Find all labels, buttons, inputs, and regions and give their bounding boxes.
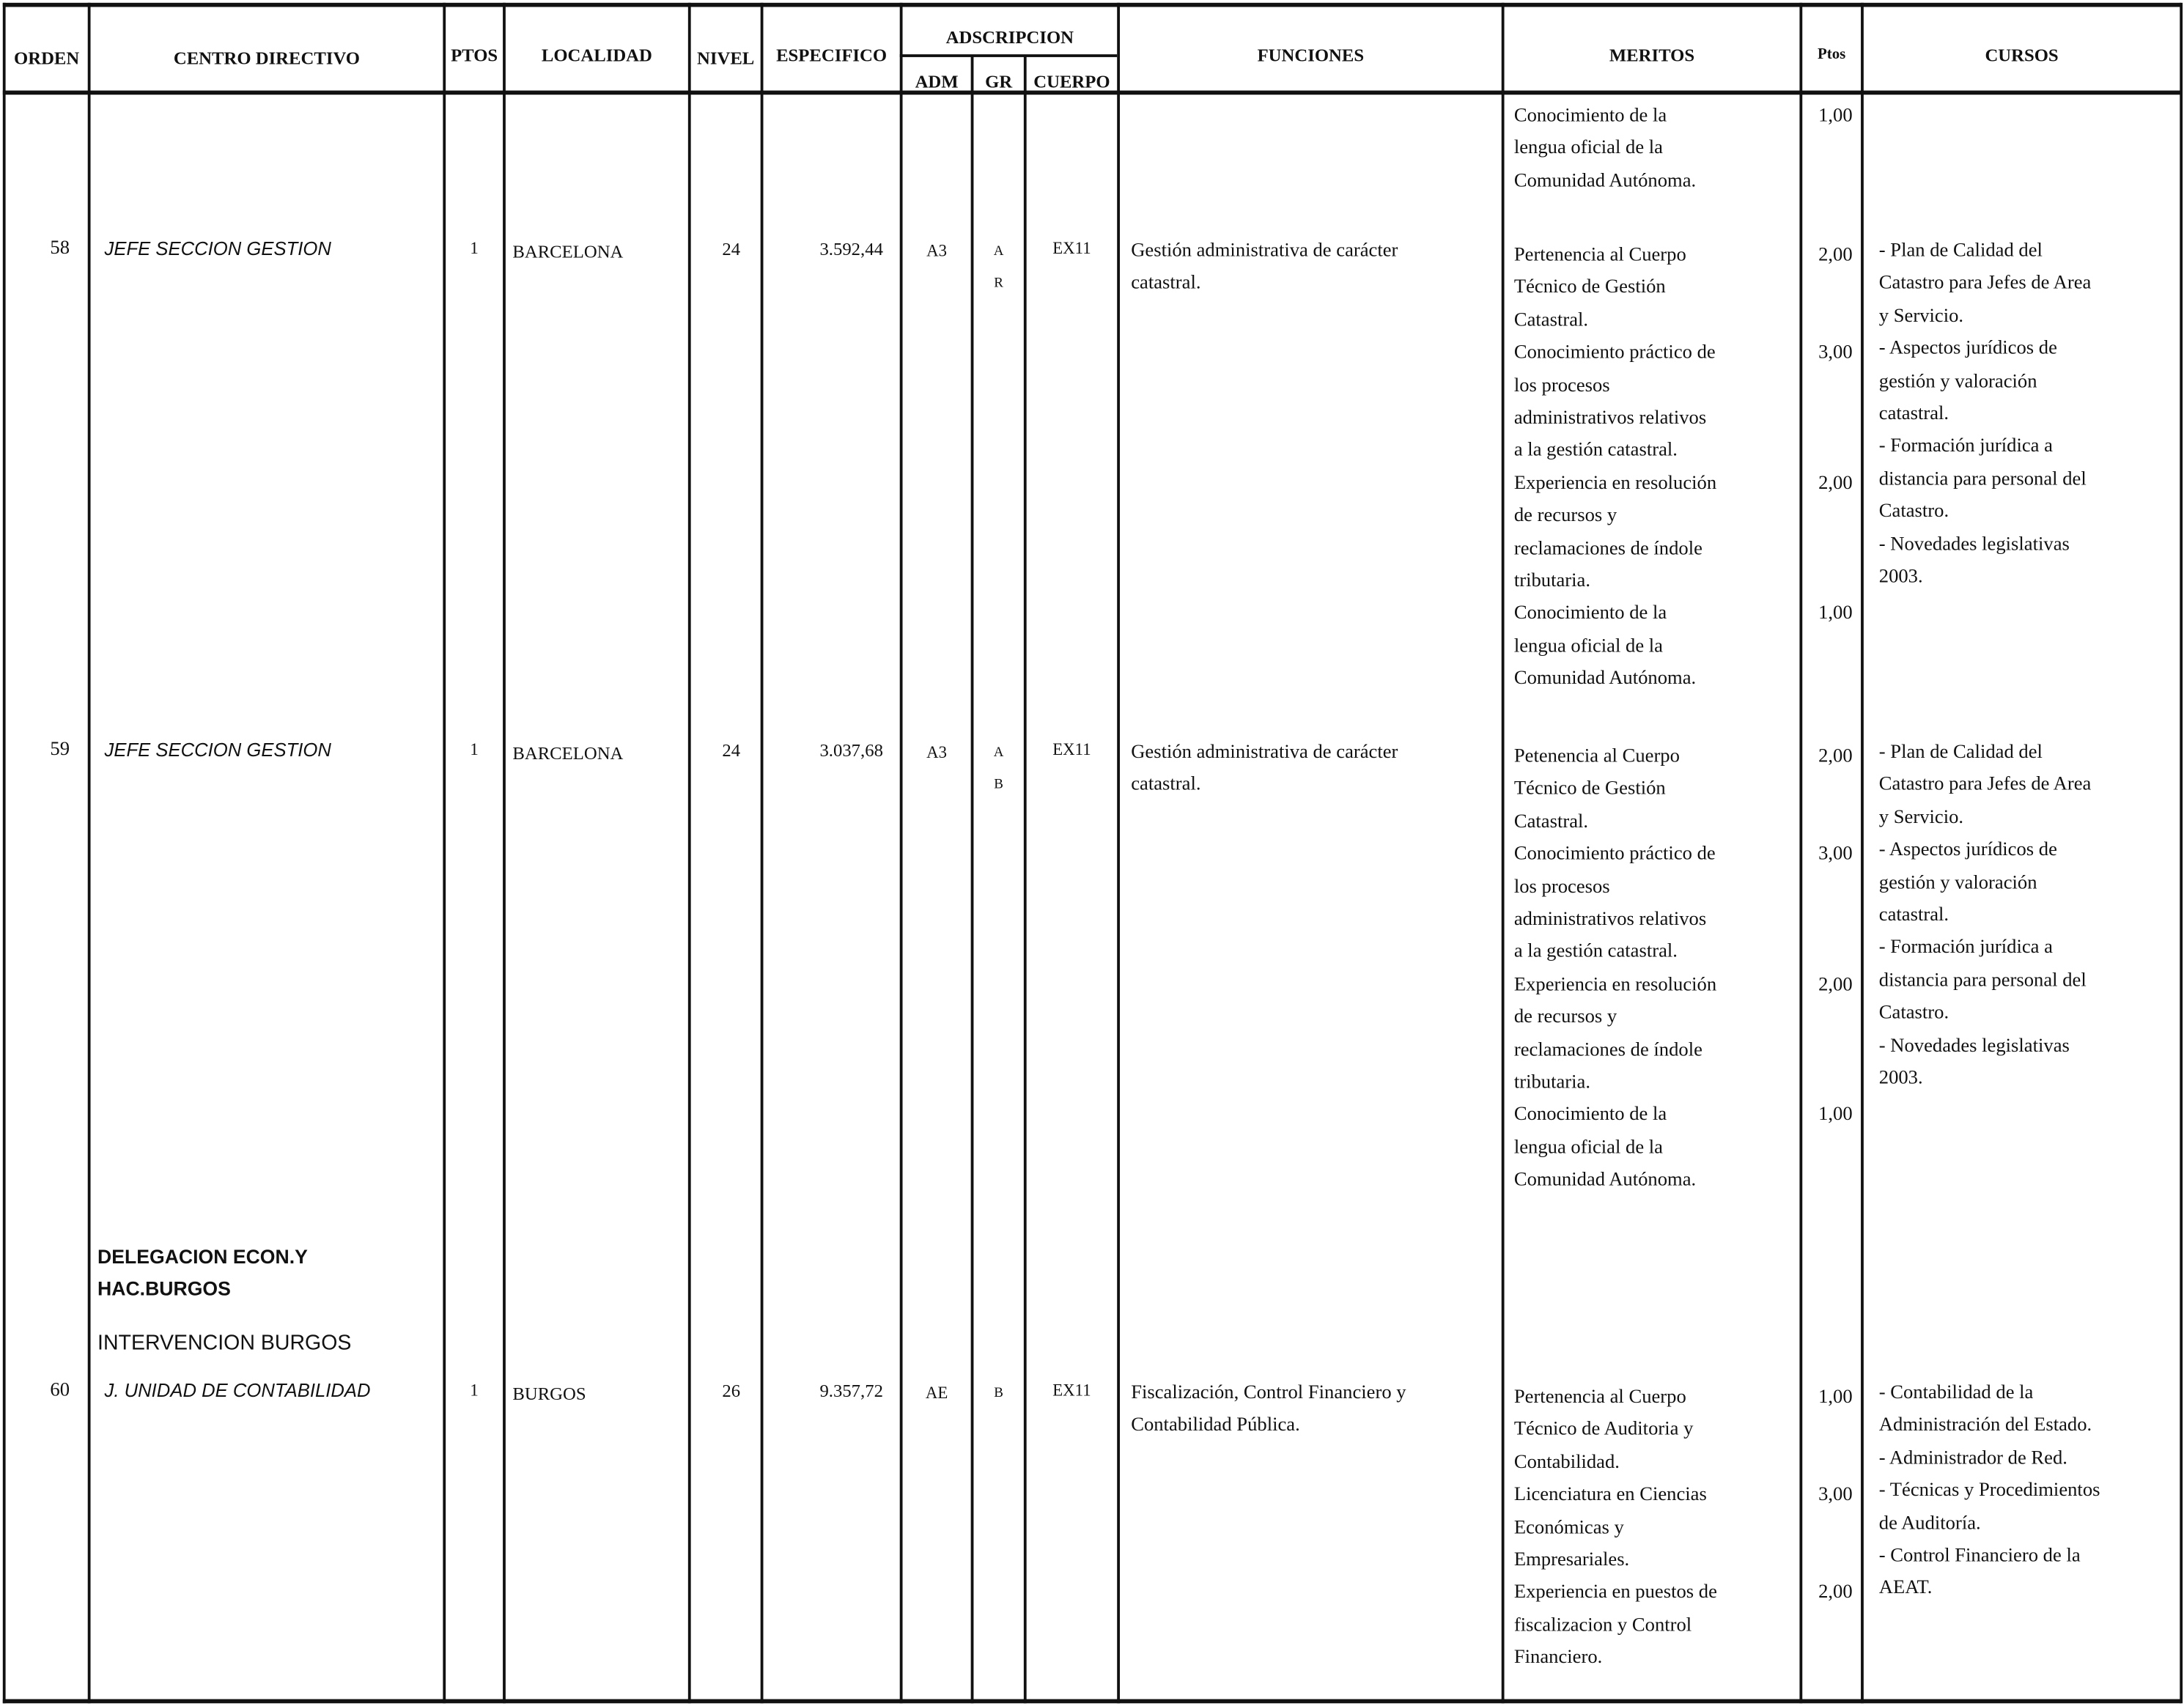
localidad-cell: BARCELONA	[512, 240, 624, 262]
curso-item: distancia para personal del	[1878, 469, 2087, 490]
curso-item: Catastro para Jefes de Area	[1878, 775, 2092, 796]
especifico-cell: 3.592,44	[819, 237, 883, 259]
cuerpo-cell: EX11	[1052, 237, 1091, 258]
header-centro-directivo: CENTRO DIRECTIVO	[173, 47, 361, 69]
merito-ptos: 2,00	[1818, 473, 1853, 495]
curso-item: - Técnicas y Procedimientos	[1878, 1480, 2100, 1502]
header-adscripcion: ADSCRIPCION	[945, 26, 1074, 48]
curso-item: - Formación jurídica a	[1878, 937, 2053, 959]
merito-text: Pertenencia al Cuerpo	[1513, 245, 1686, 266]
gr-cell: B	[994, 778, 1003, 794]
adscripcion-divider	[900, 54, 1117, 57]
merito-ptos: 3,00	[1818, 342, 1853, 364]
header-gr: GR	[985, 70, 1013, 92]
column-divider	[1861, 3, 1864, 1704]
funciones-text: Fiscalización, Control Financiero y	[1131, 1383, 1406, 1404]
merito-text: Catastral.	[1513, 310, 1589, 331]
orden-cell: 60	[50, 1380, 70, 1401]
adm-cell: A3	[926, 240, 948, 261]
curso-item: gestión y valoración	[1878, 872, 2037, 894]
merito-text: Comunidad Autónoma.	[1513, 1170, 1697, 1192]
curso-item: de Auditoría.	[1878, 1513, 1981, 1535]
gr-cell: A	[993, 745, 1004, 761]
curso-item: distancia para personal del	[1878, 970, 2087, 992]
merito-text: administrativos relativos	[1513, 909, 1707, 931]
merito-text: Conocimiento de la	[1513, 603, 1667, 625]
especifico-cell: 3.037,68	[819, 739, 883, 761]
merito-text: Conocimiento práctico de	[1513, 342, 1716, 364]
column-divider	[1024, 56, 1027, 1703]
section-unidad: INTERVENCION BURGOS	[97, 1331, 352, 1356]
merito-text: tributaria.	[1513, 1072, 1591, 1093]
merito-text: Catastral.	[1513, 811, 1589, 833]
merito-text: de recursos y	[1513, 506, 1617, 527]
section-delegacion-line2: HAC.BURGOS	[97, 1277, 231, 1300]
merito-text: administrativos relativos	[1513, 407, 1707, 429]
merito-text: Conocimiento práctico de	[1513, 844, 1716, 865]
curso-item: - Novedades legislativas	[1878, 534, 2070, 555]
orden-cell: 58	[50, 237, 70, 259]
cuerpo-cell: EX11	[1052, 1380, 1091, 1400]
curso-item: gestión y valoración	[1878, 371, 2037, 393]
merito-text: reclamaciones de índole	[1513, 538, 1702, 560]
curso-item: AEAT.	[1878, 1578, 1933, 1600]
merito-text: Experiencia en resolución	[1513, 473, 1717, 495]
merito-ptos: 1,00	[1818, 106, 1853, 127]
ptos-cell: 1	[470, 739, 479, 759]
curso-item: - Plan de Calidad del	[1878, 742, 2043, 764]
header-funciones: FUNCIONES	[1257, 44, 1365, 66]
merito-text: de recursos y	[1513, 1007, 1617, 1028]
funciones-text: catastral.	[1131, 775, 1201, 796]
centro-cell: JEFE SECCION GESTION	[104, 237, 331, 259]
column-divider	[1117, 3, 1120, 1704]
column-divider	[88, 3, 91, 1704]
centro-cell: JEFE SECCION GESTION	[104, 739, 331, 761]
merito-text: Técnico de Gestión	[1513, 277, 1666, 299]
merito-text: Licenciatura en Ciencias	[1513, 1485, 1707, 1506]
merito-text: fiscalizacion y Control	[1513, 1615, 1692, 1636]
curso-item: Catastro para Jefes de Area	[1878, 273, 2092, 295]
nivel-cell: 26	[722, 1380, 741, 1401]
merito-text: Contabilidad.	[1513, 1452, 1620, 1474]
curso-item: - Aspectos jurídicos de	[1878, 840, 2057, 861]
merito-text: Comunidad Autónoma.	[1513, 668, 1697, 690]
curso-item: - Control Financiero de la	[1878, 1546, 2081, 1567]
merito-text: Conocimiento de la	[1513, 106, 1667, 127]
curso-item: y Servicio.	[1878, 306, 1964, 328]
curso-item: catastral.	[1878, 404, 1949, 425]
nivel-cell: 24	[722, 237, 741, 259]
column-divider	[688, 3, 691, 1704]
merito-text: lengua oficial de la	[1513, 138, 1664, 160]
merito-text: Experiencia en puestos de	[1513, 1582, 1717, 1604]
column-divider	[1502, 3, 1505, 1704]
column-divider	[971, 56, 974, 1703]
nivel-cell: 24	[722, 739, 741, 761]
funciones-text: Contabilidad Pública.	[1131, 1415, 1300, 1437]
curso-item: catastral.	[1878, 905, 1949, 926]
merito-text: lengua oficial de la	[1513, 636, 1664, 657]
ptos-cell: 1	[470, 1380, 479, 1400]
merito-ptos: 1,00	[1818, 603, 1853, 625]
header-localidad: LOCALIDAD	[541, 44, 652, 66]
merito-text: a la gestión catastral.	[1513, 440, 1678, 462]
funciones-text: Gestión administrativa de carácter	[1131, 742, 1398, 764]
merito-text: Económicas y	[1513, 1517, 1624, 1539]
header-cuerpo: CUERPO	[1033, 70, 1110, 92]
header-especifico: ESPECIFICO	[776, 44, 888, 66]
merito-ptos: 2,00	[1818, 1582, 1853, 1604]
merito-text: Conocimiento de la	[1513, 1104, 1667, 1126]
table-bottom-border	[3, 1699, 2181, 1704]
merito-text: Financiero.	[1513, 1647, 1603, 1669]
header-cursos: CURSOS	[1985, 44, 2059, 66]
curso-item: Administración del Estado.	[1878, 1415, 2092, 1437]
curso-item: - Administrador de Red.	[1878, 1448, 2067, 1469]
curso-item: y Servicio.	[1878, 807, 1964, 829]
merito-ptos: 1,00	[1818, 1386, 1853, 1408]
merito-text: reclamaciones de índole	[1513, 1039, 1702, 1061]
header-adm: ADM	[915, 70, 959, 92]
merito-text: los procesos	[1513, 876, 1610, 898]
curso-item: 2003.	[1878, 566, 1923, 588]
funciones-text: catastral.	[1131, 273, 1201, 295]
merito-text: Técnico de Gestión	[1513, 779, 1666, 800]
adm-cell: A3	[926, 742, 948, 762]
header-meritos: MERITOS	[1609, 44, 1695, 66]
merito-text: Experiencia en resolución	[1513, 974, 1717, 996]
merito-ptos: 2,00	[1818, 974, 1853, 996]
localidad-cell: BARCELONA	[512, 742, 624, 764]
merito-text: los procesos	[1513, 375, 1610, 396]
adm-cell: AE	[925, 1383, 948, 1403]
merito-ptos: 2,00	[1818, 245, 1853, 266]
merito-text: Empresariales.	[1513, 1550, 1630, 1571]
column-divider	[2180, 3, 2183, 1704]
centro-cell: J. UNIDAD DE CONTABILIDAD	[104, 1380, 371, 1401]
curso-item: 2003.	[1878, 1068, 1923, 1090]
merito-text: lengua oficial de la	[1513, 1137, 1664, 1159]
especifico-cell: 9.357,72	[819, 1380, 883, 1401]
merito-text: Técnico de Auditoria y	[1513, 1419, 1694, 1441]
merito-text: Petenencia al Cuerpo	[1513, 746, 1680, 768]
header-meritos-ptos: Ptos	[1817, 45, 1846, 63]
gr-cell: R	[994, 276, 1003, 292]
section-delegacion-line1: DELEGACION ECON.Y	[97, 1245, 308, 1268]
header-orden: ORDEN	[14, 47, 80, 69]
merito-ptos: 3,00	[1818, 1485, 1853, 1506]
merito-ptos: 2,00	[1818, 746, 1853, 768]
header-nivel: NIVEL	[697, 47, 755, 69]
merito-text: Pertenencia al Cuerpo	[1513, 1386, 1686, 1408]
curso-item: Catastro.	[1878, 501, 1949, 523]
ptos-cell: 1	[470, 237, 479, 258]
cuerpo-cell: EX11	[1052, 739, 1091, 759]
header-ptos: PTOS	[451, 44, 498, 66]
localidad-cell: BURGOS	[512, 1383, 586, 1404]
curso-item: - Plan de Calidad del	[1878, 240, 2043, 262]
gr-cell: B	[994, 1385, 1003, 1401]
curso-item: - Contabilidad de la	[1878, 1383, 2034, 1404]
merito-ptos: 1,00	[1818, 1104, 1853, 1126]
column-divider	[503, 3, 506, 1704]
curso-item: - Novedades legislativas	[1878, 1035, 2070, 1057]
funciones-text: Gestión administrativa de carácter	[1131, 240, 1398, 262]
merito-text: tributaria.	[1513, 571, 1591, 592]
merito-text: Comunidad Autónoma.	[1513, 171, 1697, 192]
orden-cell: 59	[50, 739, 70, 761]
curso-item: - Formación jurídica a	[1878, 436, 2053, 458]
curso-item: - Aspectos jurídicos de	[1878, 339, 2057, 360]
gr-cell: A	[993, 243, 1004, 259]
curso-item: Catastro.	[1878, 1002, 1949, 1024]
table-top-border	[3, 3, 2181, 7]
merito-text: a la gestión catastral.	[1513, 942, 1678, 963]
merito-ptos: 3,00	[1818, 844, 1853, 865]
